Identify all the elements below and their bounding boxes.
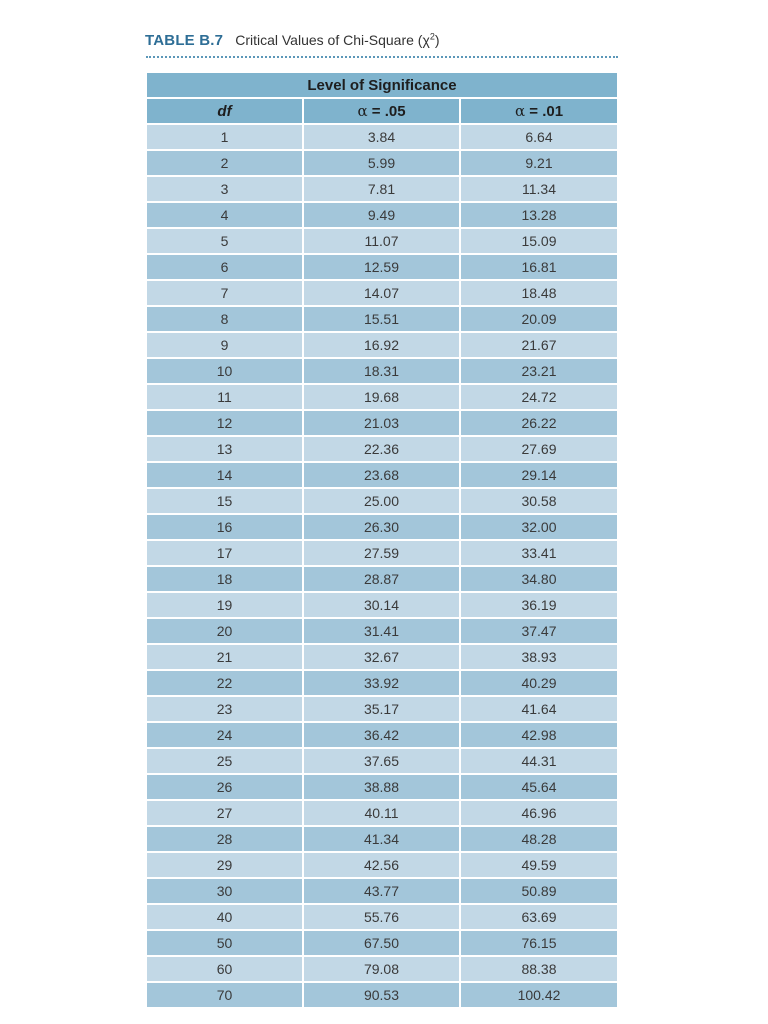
alpha-05-column-header [304,99,459,123]
alpha-01-cell: 76.15 [461,931,617,955]
table-row [147,879,617,903]
table-row [147,801,617,825]
df-cell: 11 [147,385,302,409]
df-cell: 2 [147,151,302,175]
df-cell: 9 [147,333,302,357]
table-row [147,151,617,175]
table-row [147,177,617,201]
table-row [147,775,617,799]
table-title-close: ) [434,32,440,48]
alpha-05-cell: 31.41 [304,619,459,643]
df-cell: 30 [147,879,302,903]
table-row [147,983,617,1007]
alpha-01-cell: 38.93 [461,645,617,669]
df-cell: 6 [147,255,302,279]
alpha-05-cell: 12.59 [304,255,459,279]
table-row [147,957,617,981]
df-cell: 23 [147,697,302,721]
alpha-05-cell: 15.51 [304,307,459,331]
alpha-05-cell: 41.34 [304,827,459,851]
alpha-05-cell: 3.84 [304,125,459,149]
group-header-row [147,73,617,97]
df-cell: 60 [147,957,302,981]
table-row [147,125,617,149]
df-cell: 25 [147,749,302,773]
df-cell: 14 [147,463,302,487]
df-cell: 12 [147,411,302,435]
table-row [147,385,617,409]
table-row [147,567,617,591]
alpha-symbol: α [514,102,526,120]
table-row [147,645,617,669]
df-cell: 27 [147,801,302,825]
alpha-05-cell: 42.56 [304,853,459,877]
alpha-05-cell: 9.49 [304,203,459,227]
alpha-05-cell: 18.31 [304,359,459,383]
table-row [147,619,617,643]
df-cell: 10 [147,359,302,383]
alpha-05-cell: 35.17 [304,697,459,721]
alpha-01-cell: 48.28 [461,827,617,851]
table-body [147,125,617,1007]
df-cell: 24 [147,723,302,747]
alpha-01-cell: 41.64 [461,697,617,721]
alpha-01-cell: 49.59 [461,853,617,877]
df-cell: 19 [147,593,302,617]
df-cell: 28 [147,827,302,851]
alpha-01-cell: 18.48 [461,281,617,305]
alpha-05-cell: 7.81 [304,177,459,201]
alpha-05-cell: 32.67 [304,645,459,669]
table-row [147,203,617,227]
alpha-05-cell: 27.59 [304,541,459,565]
alpha-05-cell: 25.00 [304,489,459,513]
alpha-01-cell: 30.58 [461,489,617,513]
alpha-05-cell: 43.77 [304,879,459,903]
dotted-divider [146,56,618,58]
alpha-05-cell: 28.87 [304,567,459,591]
table-title-superscript: 2 [429,31,435,42]
alpha-05-cell: 16.92 [304,333,459,357]
alpha-01-cell: 40.29 [461,671,617,695]
df-cell: 16 [147,515,302,539]
alpha-01-cell: 20.09 [461,307,617,331]
alpha-05-cell: 14.07 [304,281,459,305]
alpha-01-cell: 13.28 [461,203,617,227]
alpha-01-cell: 23.21 [461,359,617,383]
alpha-05-cell: 23.68 [304,463,459,487]
alpha-01-cell: 42.98 [461,723,617,747]
alpha-01-cell: 63.69 [461,905,617,929]
table-row [147,697,617,721]
alpha-01-value: = .01 [525,103,564,120]
alpha-01-cell: 16.81 [461,255,617,279]
alpha-05-cell: 37.65 [304,749,459,773]
table-number: TABLE B.7 [145,32,224,49]
table-row [147,411,617,435]
alpha-01-cell: 15.09 [461,229,617,253]
alpha-01-cell: 9.21 [461,151,617,175]
alpha-01-cell: 100.42 [461,983,617,1007]
df-cell: 7 [147,281,302,305]
table-row [147,671,617,695]
alpha-01-cell: 45.64 [461,775,617,799]
alpha-01-cell: 27.69 [461,437,617,461]
df-cell: 20 [147,619,302,643]
alpha-01-cell: 33.41 [461,541,617,565]
df-cell: 21 [147,645,302,669]
df-cell: 18 [147,567,302,591]
table-row [147,931,617,955]
alpha-05-cell: 26.30 [304,515,459,539]
alpha-05-cell: 90.53 [304,983,459,1007]
alpha-01-cell: 29.14 [461,463,617,487]
table-row [147,307,617,331]
df-cell: 3 [147,177,302,201]
alpha-01-cell: 46.96 [461,801,617,825]
alpha-05-cell: 11.07 [304,229,459,253]
df-cell: 5 [147,229,302,253]
table-row [147,723,617,747]
df-cell: 13 [147,437,302,461]
alpha-01-cell: 36.19 [461,593,617,617]
alpha-01-cell: 44.31 [461,749,617,773]
table-row [147,463,617,487]
alpha-05-cell: 55.76 [304,905,459,929]
table-row [147,853,617,877]
alpha-01-cell: 6.64 [461,125,617,149]
table-row [147,281,617,305]
alpha-05-cell: 22.36 [304,437,459,461]
df-cell: 17 [147,541,302,565]
alpha-01-cell: 32.00 [461,515,617,539]
table-row [147,749,617,773]
df-cell: 8 [147,307,302,331]
alpha-05-cell: 21.03 [304,411,459,435]
table-caption [145,30,440,51]
table-title [235,32,439,48]
alpha-05-cell: 36.42 [304,723,459,747]
df-cell: 4 [147,203,302,227]
alpha-05-cell: 38.88 [304,775,459,799]
df-cell: 1 [147,125,302,149]
alpha-05-cell: 79.08 [304,957,459,981]
alpha-01-cell: 37.47 [461,619,617,643]
alpha-05-cell: 19.68 [304,385,459,409]
alpha-05-value: = .05 [367,103,406,120]
df-cell: 70 [147,983,302,1007]
alpha-01-cell: 24.72 [461,385,617,409]
table-row [147,905,617,929]
alpha-01-cell: 50.89 [461,879,617,903]
alpha-01-cell: 88.38 [461,957,617,981]
alpha-05-cell: 33.92 [304,671,459,695]
df-cell: 22 [147,671,302,695]
table-row [147,359,617,383]
table-row [147,489,617,513]
alpha-05-cell: 40.11 [304,801,459,825]
table-row [147,229,617,253]
alpha-01-cell: 11.34 [461,177,617,201]
df-cell: 40 [147,905,302,929]
alpha-05-cell: 5.99 [304,151,459,175]
table-row [147,515,617,539]
level-of-significance-header: Level of Significance [147,73,617,97]
alpha-01-cell: 26.22 [461,411,617,435]
table-row [147,333,617,357]
alpha-01-column-header [461,99,617,123]
table-title-text: Critical Values of Chi-Square (χ [235,32,430,48]
df-cell: 50 [147,931,302,955]
df-column-header: df [147,99,302,123]
alpha-symbol: α [357,102,368,120]
column-header-row [147,99,617,123]
df-cell: 15 [147,489,302,513]
table-row [147,827,617,851]
table-row [147,593,617,617]
df-cell: 26 [147,775,302,799]
chi-square-table [145,71,619,1009]
table-row [147,255,617,279]
alpha-05-cell: 67.50 [304,931,459,955]
alpha-05-cell: 30.14 [304,593,459,617]
alpha-01-cell: 34.80 [461,567,617,591]
table-row [147,437,617,461]
alpha-01-cell: 21.67 [461,333,617,357]
df-cell: 29 [147,853,302,877]
table-row [147,541,617,565]
